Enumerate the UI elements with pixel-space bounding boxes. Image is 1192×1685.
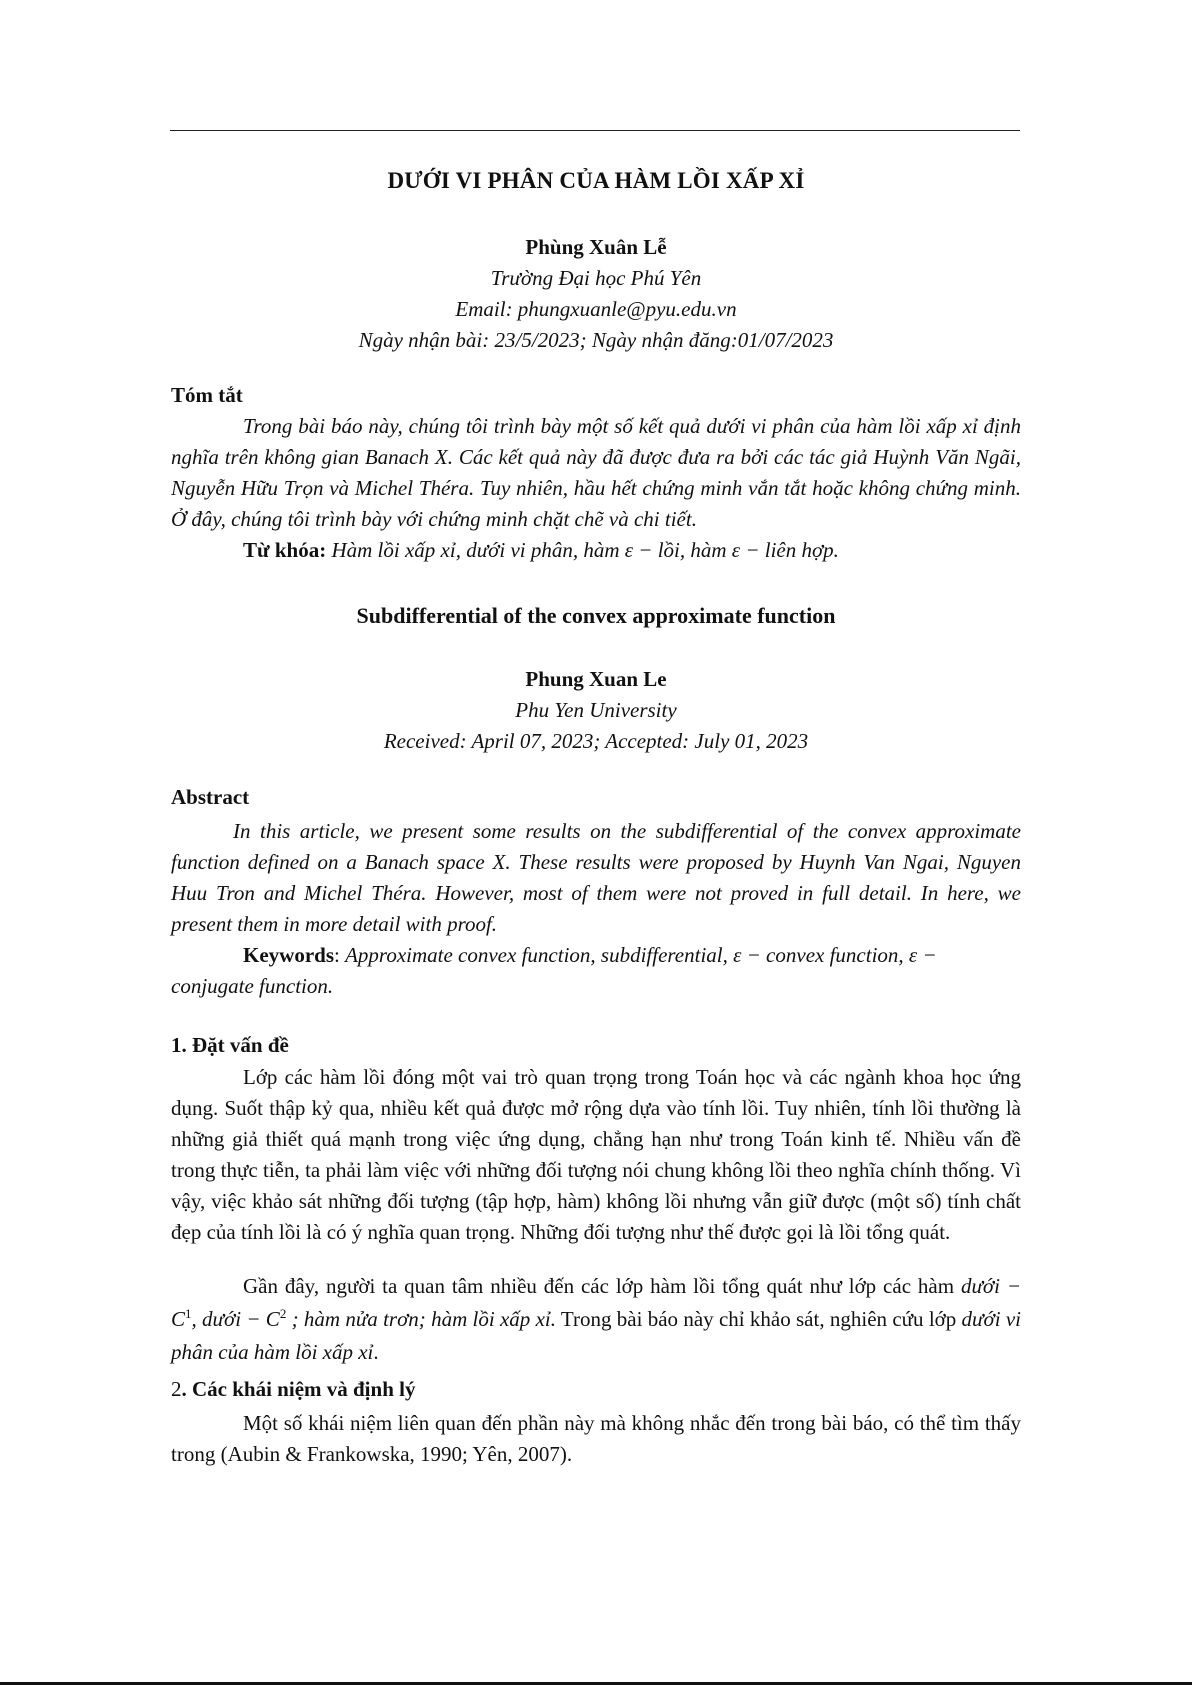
keywords-text-en: Approximate convex function, subdifferential, ε − convex function, ε − conjugate function. — [171, 943, 937, 998]
abstract-heading-en: Abstract — [171, 785, 250, 809]
title-vietnamese: DƯỚI VI PHÂN CỦA HÀM LỒI XẤP XỈ — [387, 168, 805, 193]
affiliation-vi: Trường Đại học Phú Yên — [490, 266, 702, 290]
section-1-paragraph-1: Lớp các hàm lồi đóng một vai trò quan trọng trong Toán học và các ngành khoa học ứng dụng. Suốt thập kỷ qua, nhiều kết quả được mở rộng dựa vào tính lồi. Tuy nhiên, tính lồi thường là những giả thiết quá mạnh trong việc ứng dụng, chẳng hạn như trong Toán kinh tế. Nhiều vấn đề trong thực tiễn, ta phải làm việc với những đối tượng nói chung không lồi theo nghĩa chính thống. Vì vậy, việc khảo sát những đối tượng (tập hợp, hàm) không lồi nhưng vẫn giữ được (một số) tính chất đẹp của tính lồi là có ý nghĩa quan trọng. Những đối tượng như thế được gọi là lồi tổng quát. — [171, 1065, 1021, 1244]
keywords-vi — [171, 535, 1021, 566]
author-block-en — [171, 664, 1021, 757]
author-name-en: Phung Xuan Le — [525, 667, 667, 691]
section-1-paragraph-2: Gần đây, người ta quan tâm nhiều đến các lớp hàm lồi tổng quát như lớp các hàm dưới − $C^1$, dưới − $C^2$ ; hàm nửa trơn; hàm lồi xấp xỉ. Trong bài báo này chỉ khảo sát, nghiên cứu lớp dưới vi phân của hàm lồi xấp xỉ. — [171, 1274, 1021, 1364]
affiliation-en: Phu Yen University — [515, 698, 677, 722]
author-name-vi: Phùng Xuân Lễ — [525, 235, 667, 259]
keywords-text-vi: Hàm lồi xấp xỉ, dưới vi phân, hàm ε − lồi, hàm ε − liên hợp. — [331, 538, 839, 562]
keywords-label-vi: Từ khóa: — [243, 538, 327, 562]
section-2-heading: 2. Các khái niệm và định lý — [171, 1377, 416, 1401]
section-1-heading: 1. Đặt vấn đề — [171, 1033, 289, 1057]
header-rule — [170, 130, 1020, 131]
keywords-label-en: Keywords — [243, 943, 334, 967]
section-2-paragraph-1: Một số khái niệm liên quan đến phần này mà không nhắc đến trong bài báo, có thể tìm thấy trong (Aubin & Frankowska, 1990; Yên, 2007). — [171, 1411, 1021, 1466]
title-english: Subdifferential of the convex approximate function — [356, 603, 836, 628]
abstract-text-en: In this article, we present some results on the subdifferential of the convex approximate function defined on a Banach space X. These results were proposed by Huynh Van Ngai, Nguyen Huu Tron and Michel Théra. However, most of them were not proved in full detail. In here, we present them in more detail with proof. — [171, 819, 1021, 936]
keywords-en: Keywords: Approximate convex function, subdifferential, ε − convex function, ε − conjugate function. — [171, 943, 937, 998]
dates-vi: Ngày nhận bài: 23/5/2023; Ngày nhận đăng:01/07/2023 — [358, 328, 834, 352]
author-block-vi — [171, 232, 1021, 356]
abstract-heading-vi: Tóm tắt — [171, 383, 243, 407]
dates-en: Received: April 07, 2023; Accepted: July 01, 2023 — [383, 729, 809, 753]
abstract-text-vi: Trong bài báo này, chúng tôi trình bày một số kết quả dưới vi phân của hàm lồi xấp xỉ định nghĩa trên không gian Banach X. Các kết quả này đã được đưa ra bởi các tác giả Huỳnh Văn Ngãi, Nguyễn Hữu Trọn và Michel Théra. Tuy nhiên, hầu hết chứng minh vắn tắt hoặc không chứng minh. Ở đây, chúng tôi trình bày với chứng minh chặt chẽ và chi tiết. — [171, 414, 1021, 531]
email: Email: phungxuanle@pyu.edu.vn — [455, 297, 737, 321]
